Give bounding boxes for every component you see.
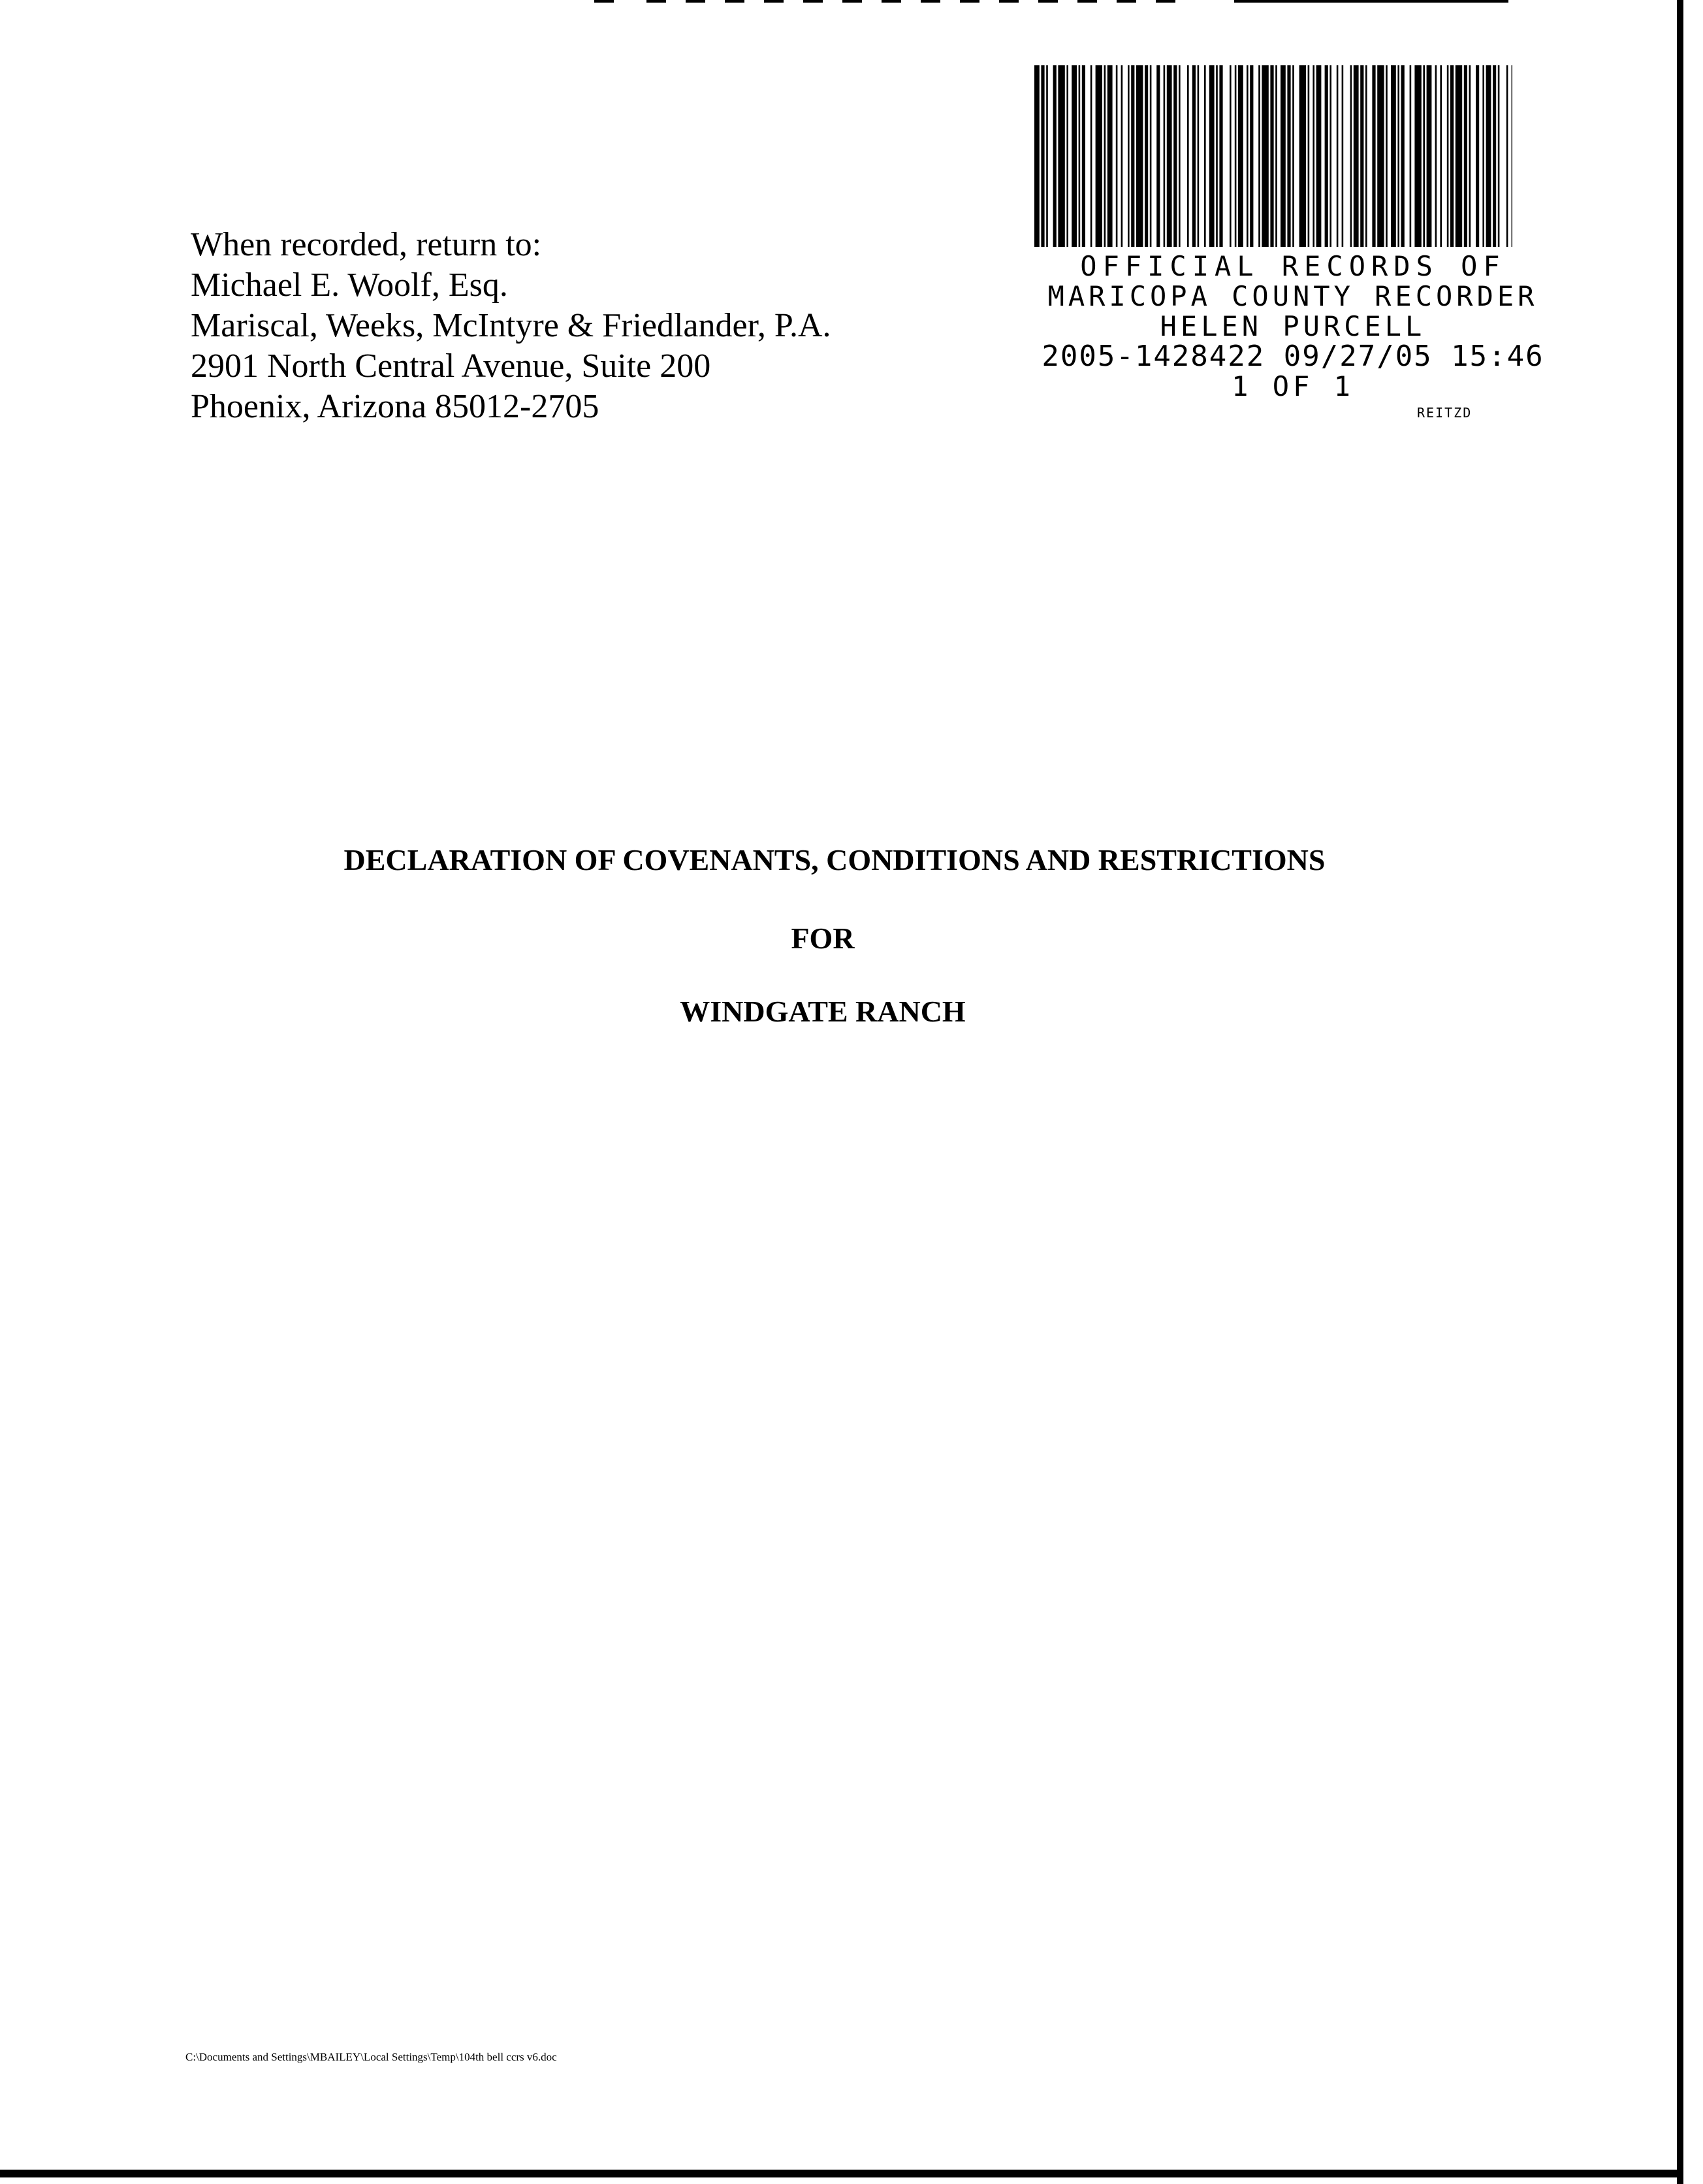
barcode-bar [1179, 65, 1181, 247]
barcode-bar [1456, 65, 1462, 247]
barcode-bar [1046, 65, 1048, 247]
barcode-bar [1435, 65, 1437, 247]
barcode-bar [1493, 65, 1496, 247]
barcode-bar [1082, 65, 1085, 247]
barcode-bar [1131, 65, 1134, 247]
barcode-bar [1041, 65, 1044, 247]
recorder-barcode [1034, 65, 1512, 247]
barcode-bar [1156, 65, 1160, 247]
barcode-bar [1360, 65, 1363, 247]
top-scan-edge [0, 0, 1703, 5]
barcode-bar [1198, 65, 1200, 247]
barcode-bar [1270, 65, 1273, 247]
barcode-bar [1247, 65, 1249, 247]
return-to-street: 2901 North Central Avenue, Suite 200 [191, 347, 711, 385]
barcode-bar [1116, 65, 1118, 247]
barcode-bar [1066, 65, 1068, 247]
stamp-line-official: OFFICIAL RECORDS OF [1080, 250, 1506, 282]
stamp-line-county: MARICOPA COUNTY RECORDER [1047, 280, 1538, 312]
barcode-bar [1316, 65, 1322, 247]
bottom-scan-edge [0, 2170, 1678, 2177]
barcode-bar [1258, 65, 1260, 247]
barcode-bar [1292, 65, 1294, 247]
title-line-for: FOR [791, 922, 855, 955]
barcode-bar [1209, 65, 1215, 247]
barcode-bar [1354, 65, 1359, 247]
barcode-bar [1486, 65, 1491, 247]
barcode-bar [1308, 65, 1310, 247]
barcode-bar [1440, 65, 1442, 247]
barcode-bar [1325, 65, 1328, 247]
barcode-bar [1299, 65, 1306, 247]
barcode-bar [1079, 65, 1081, 247]
barcode-bar [1414, 65, 1421, 247]
barcode-bar [1128, 65, 1130, 247]
recorder-stamp [1019, 251, 1567, 402]
barcode-bar [1136, 65, 1143, 247]
barcode-bar [1329, 65, 1331, 247]
barcode-bar [1219, 65, 1222, 247]
barcode-bar [1401, 65, 1405, 247]
footer-file-path: C:\Documents and Settings\MBAILEY\Local Settings\Temp\104th bell ccrs v6.doc [185, 2051, 557, 2063]
barcode-bar [1386, 65, 1388, 247]
barcode-bar [1506, 65, 1508, 247]
barcode-bar [1281, 65, 1286, 247]
barcode-bar [1107, 65, 1113, 247]
title-line-declaration: DECLARATION OF COVENANTS, CONDITIONS AND RESTRICTIONS [343, 843, 1326, 876]
return-to-heading: When recorded, return to: [191, 226, 542, 263]
barcode-bar [1235, 65, 1237, 247]
stamp-clerk-id: REITZD [1417, 405, 1472, 421]
barcode-bar [1350, 65, 1352, 247]
barcode-bar [1058, 65, 1064, 247]
barcode-bar [1192, 65, 1196, 247]
title-line-project: WINDGATE RANCH [680, 995, 966, 1028]
barcode-bar [1262, 65, 1268, 247]
barcode-bar [1391, 65, 1396, 247]
barcode-bar [1238, 65, 1243, 247]
barcode-bar [1090, 65, 1092, 247]
barcode-bar [1121, 65, 1123, 247]
barcode-bar [1498, 65, 1500, 247]
barcode-bar [1365, 65, 1367, 247]
return-to-city: Phoenix, Arizona 85012-2705 [191, 388, 599, 425]
barcode-bar [1150, 65, 1152, 247]
barcode-bar [1275, 65, 1277, 247]
barcode-bar [1187, 65, 1189, 247]
barcode-bar [1167, 65, 1172, 247]
barcode-bar [1313, 65, 1314, 247]
return-to-block [191, 225, 831, 427]
barcode-bar [1342, 65, 1344, 247]
stamp-record-number: 2005-1428422 09/27/05 15:46 [1042, 340, 1544, 373]
barcode-bar [1164, 65, 1166, 247]
barcode-bar [1450, 65, 1454, 247]
barcode-bar [1072, 65, 1077, 247]
barcode-bar [1216, 65, 1218, 247]
barcode-bar [1230, 65, 1232, 247]
barcode-bar [1397, 65, 1399, 247]
barcode-bar [1337, 65, 1339, 247]
barcode-bar [1096, 65, 1102, 247]
barcode-bar [1476, 65, 1479, 247]
right-scan-edge [1677, 0, 1683, 2184]
stamp-line-recorder-name: HELEN PURCELL [1160, 310, 1426, 342]
barcode-bar [1034, 65, 1040, 247]
barcode-bar [1427, 65, 1432, 247]
barcode-bar [1104, 65, 1106, 247]
barcode-bar [1250, 65, 1253, 247]
barcode-bar [1464, 65, 1467, 247]
barcode-bar [1423, 65, 1425, 247]
return-to-firm: Mariscal, Weeks, McIntyre & Friedlander, P.A. [191, 307, 831, 344]
barcode-bar [1469, 65, 1471, 247]
barcode-bar [1482, 65, 1484, 247]
barcode-bar [1173, 65, 1177, 247]
stamp-page-count: 1 OF 1 [1232, 370, 1354, 402]
barcode-bar [1377, 65, 1384, 247]
barcode-bar [1204, 65, 1206, 247]
barcode-bar [1372, 65, 1375, 247]
barcode-bar [1145, 65, 1148, 247]
barcode-bar [1053, 65, 1057, 247]
barcode-bar [1447, 65, 1449, 247]
barcode-bar [1410, 65, 1412, 247]
barcode-bar [1287, 65, 1290, 247]
return-to-name: Michael E. Woolf, Esq. [191, 266, 508, 304]
